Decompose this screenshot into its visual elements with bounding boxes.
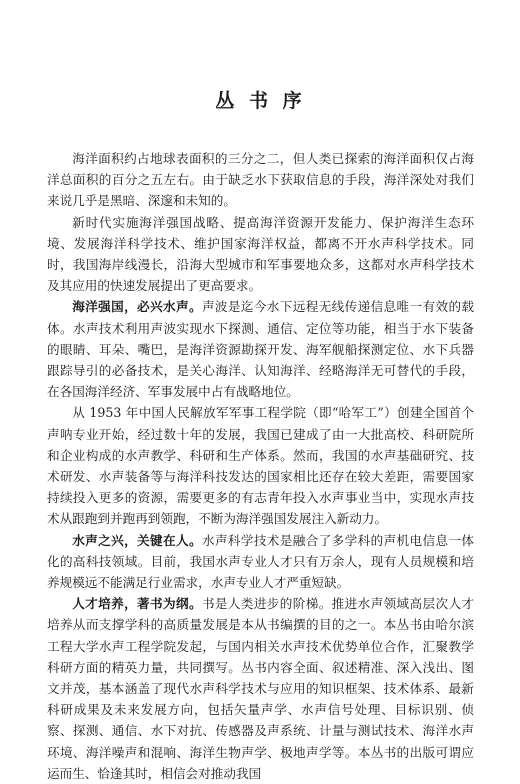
preface-body <box>47 148 474 784</box>
paragraph-text: 水声科学技术是融合了多学科的声机电信息一体化的高科技领域。目前，我国水声专业人才只有万余人，现有人员规模和培养规模远不能满足行业需求，水声专业人才严重短缺。 <box>47 532 475 591</box>
paragraph-lead: 人才培养，著书为纲。 <box>72 596 202 612</box>
paragraph <box>47 402 474 529</box>
paragraph-text: 新时代实施海洋强国战略、提高海洋资源开发能力、保护海洋生态环境、发展海洋科学技术、维护国家海洋权益，都离不开水声科学技术。同时，我国海岸线漫长，沿海大型城市和军事要地众多，这都对水声科学技术及其应用的快速发展提出了更高要求。 <box>47 214 474 294</box>
paragraph-text: 从 1953 年中国人民解放军军事工程学院（即“哈军工”）创建全国首个声呐专业开始，经过数十年的发展，我国已建成了由一大批高校、科研院所和企业构成的水声教学、科研和生产体系。然而，我国的水声基础研究、技术研发、水声装备等与海洋科技发达的国家相比还存在较大差距，需要国家持续投入更多的资源，需要更多的有志青年投入水声事业当中，实现水声技术从跟跑到并跑再到领跑，不断为海洋强国发展注入新动力。 <box>47 405 474 527</box>
paragraph <box>47 593 474 784</box>
paragraph <box>47 148 474 212</box>
paragraph <box>47 530 474 594</box>
paragraph-text: 声波是迄今水下远程无线传递信息唯一有效的载体。水声技术利用声波实现水下探测、通信、定位等功能，相当于水下装备的眼睛、耳朵、嘴巴，是海洋资源勘探开发、海军舰船探测定位、水下兵器跟踪导引的必备技术，是关心海洋、认知海洋、经略海洋无可替代的手段，在各国海洋经济、军事发展中占有战略地位。 <box>47 299 475 400</box>
paragraph-text: 海洋面积约占地球表面积的三分之二，但人类已探索的海洋面积仅占海洋总面积的百分之五左右。由于缺乏水下获取信息的手段，海洋深处对我们来说几乎是黑暗、深邃和未知的。 <box>47 151 474 209</box>
paragraph <box>47 296 474 402</box>
paragraph <box>47 212 474 297</box>
paragraph-lead: 海洋强国，必兴水声。 <box>72 299 202 315</box>
page-title: 丛 书 序 <box>215 90 306 112</box>
paragraph-lead: 水声之兴，关键在人。 <box>72 532 202 548</box>
paragraph-text: 书是人类进步的阶梯。推进水声领域高层次人才培养从而支撑学科的高质量发展是本从书编撰的目的之一。本丛书由哈尔滨工程大学水声工程学院发起，与国内相关水声技术优势单位合作，汇聚教学科研方面的精英力量，共同撰写。丛书内容全面、叙述精准、深入浅出、图文并茂，基本涵盖了现代水声科学技术与应用的知识框架、技术体系、最新科研成果及未来发展方向，包括矢量声学、水声信号处理、目标识别、侦察、探测、通信、水下对抗、传感器及声系统、计量与测试技术、海洋水声环境、海洋噪声和混响、海洋生物声学、极地声学等。本丛书的出版可谓应运而生、恰逢其时，相信会对推动我国 <box>47 596 475 781</box>
